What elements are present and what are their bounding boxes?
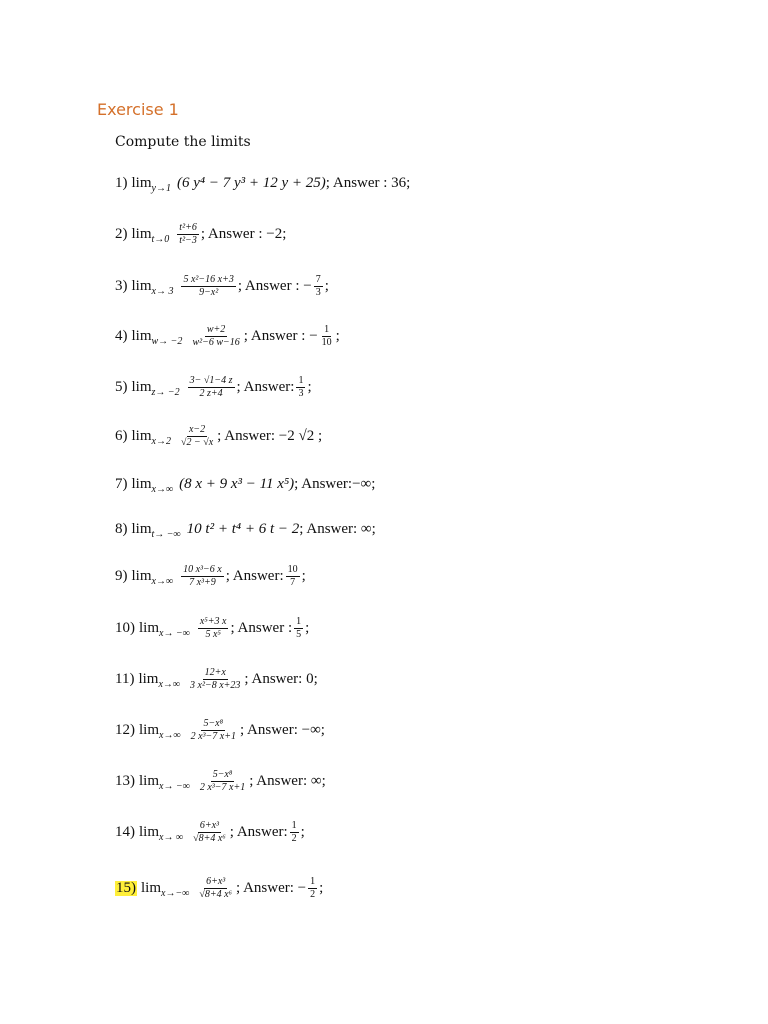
answer-fraction [314, 275, 323, 298]
limit-subscript: x→∞ [158, 678, 181, 690]
denominator: 2 x³−7 x+1 [199, 782, 246, 793]
lim-operator: lim [139, 773, 160, 789]
limit-subscript: x→−∞ [161, 887, 190, 899]
answer: ; Answer: −∞; [239, 722, 325, 738]
answer-numerator: 1 [291, 820, 297, 831]
answer-numerator: 10 [287, 564, 298, 575]
problem-12 [115, 719, 325, 742]
problem-number: 4) [115, 328, 128, 344]
lim-operator: lim [131, 226, 152, 242]
limit-subscript: x→∞ [151, 483, 174, 495]
denominator: w²−6 w−16 [192, 337, 240, 348]
numerator: 5 x²−16 x+3 [183, 274, 234, 285]
lim-operator: lim [139, 620, 160, 636]
lim-operator: lim [139, 722, 160, 738]
problem-number: 13) [115, 773, 135, 789]
answer-suffix: ; [324, 278, 329, 294]
answer-fraction [320, 325, 334, 348]
fraction [191, 821, 228, 844]
problem-number: 11) [115, 671, 135, 687]
answer-denominator: 3 [298, 388, 304, 399]
limit-subscript: x→2 [151, 435, 171, 447]
answer-prefix: ; Answer: − [236, 880, 307, 896]
answer-suffix: ; [305, 620, 310, 636]
denominator: 5 x⁵ [205, 629, 221, 640]
problem-7 [115, 476, 376, 495]
limit-subscript: x→ −∞ [159, 627, 190, 639]
lim-operator: lim [131, 476, 152, 492]
answer-denominator: 10 [321, 337, 332, 348]
numerator: 6+x³ [199, 820, 220, 831]
intro-text: Compute the limits [115, 134, 251, 150]
fraction [189, 719, 238, 742]
limit-subscript: y→1 [151, 182, 171, 194]
answer-numerator: 7 [315, 274, 321, 285]
fraction [177, 223, 199, 246]
lim-operator: lim [131, 568, 152, 584]
expression: (6 y⁴ − 7 y³ + 12 y + 25) [176, 175, 326, 191]
expression: (8 x + 9 x³ − 11 x⁵) [179, 476, 295, 492]
numerator: t²+6 [179, 222, 197, 233]
limit-subscript: x→∞ [151, 575, 174, 587]
fraction [198, 617, 229, 640]
answer: ; Answer: ∞; [299, 521, 376, 537]
answer-denominator: 3 [315, 287, 321, 298]
answer: ; Answer:−∞; [294, 476, 376, 492]
problem-number: 9) [115, 568, 128, 584]
numerator: 3− √1−4 z [189, 375, 233, 386]
problem-number: 10) [115, 620, 135, 636]
limit-subscript: x→∞ [159, 729, 181, 741]
problem-number: 1) [115, 175, 128, 191]
answer: ; Answer : 36; [325, 175, 411, 191]
answer-denominator: 5 [296, 629, 302, 640]
lim-operator: lim [139, 824, 160, 840]
lim-operator: lim [131, 428, 152, 444]
limit-subscript: x→ −∞ [159, 780, 190, 792]
fraction [181, 565, 224, 588]
lim-operator: lim [131, 278, 152, 294]
problem-13 [115, 770, 326, 793]
answer-prefix: ; Answer : − [243, 328, 318, 344]
problem-9 [115, 565, 306, 588]
answer-denominator: 2 [310, 889, 316, 900]
problem-10 [115, 617, 309, 640]
fraction [190, 325, 241, 348]
denominator: 7 x³+9 [189, 577, 216, 588]
denominator: 2 z+4 [199, 388, 223, 399]
problem-1 [115, 175, 411, 194]
problem-number: 8) [115, 521, 128, 537]
denominator: 9−x² [199, 287, 219, 298]
problem-4 [115, 325, 340, 348]
fraction [188, 376, 235, 399]
denominator: √2 − √x [180, 437, 214, 448]
problem-5 [115, 376, 312, 399]
expression: 10 t² + t⁴ + 6 t − 2 [186, 521, 300, 537]
fraction [188, 668, 242, 691]
problem-3 [115, 275, 329, 298]
answer-denominator: 7 [290, 577, 296, 588]
lim-operator: lim [131, 328, 152, 344]
denominator: t²−3 [179, 235, 197, 246]
answer-numerator: 1 [310, 876, 316, 887]
denominator: 3 x²−8 x+23 [190, 680, 241, 691]
answer-prefix: ; Answer : [230, 620, 293, 636]
answer-numerator: 1 [296, 616, 302, 627]
answer-prefix: ; Answer: [236, 379, 295, 395]
lim-operator: lim [131, 175, 152, 191]
problem-11 [115, 668, 318, 691]
answer-numerator: 1 [298, 375, 304, 386]
problem-number-highlighted: 15) [116, 880, 136, 896]
answer-fraction [286, 565, 300, 588]
limit-subscript: w→ −2 [151, 335, 183, 347]
limit-subscript: x→ ∞ [159, 831, 184, 843]
problem-number: 7) [115, 476, 128, 492]
problem-number: 2) [115, 226, 128, 242]
lim-operator: lim [131, 379, 152, 395]
answer-suffix: ; [301, 568, 306, 584]
lim-operator: lim [141, 880, 162, 896]
answer-fraction [294, 617, 303, 640]
answer-prefix: ; Answer: [225, 568, 284, 584]
answer-suffix: ; [300, 824, 305, 840]
problem-2 [115, 223, 286, 246]
denominator: √8+4 x⁶ [199, 889, 232, 900]
problem-8 [115, 521, 376, 540]
numerator: 5−x⁸ [212, 769, 233, 780]
fraction [179, 425, 215, 448]
answer-fraction [296, 376, 305, 399]
problem-15 [115, 877, 323, 900]
numerator: 12+x [204, 667, 226, 678]
numerator: 6+x³ [206, 876, 226, 887]
limit-subscript: x→ 3 [151, 285, 174, 297]
numerator: w+2 [206, 324, 226, 335]
limit-subscript: t→ −∞ [151, 528, 181, 540]
numerator: 10 x³−6 x [183, 564, 222, 575]
answer-denominator: 2 [291, 833, 297, 844]
limit-subscript: z→ −2 [151, 386, 180, 398]
denominator: √8+4 x⁶ [193, 833, 226, 844]
fraction [197, 877, 234, 900]
answer: ; Answer: 0; [244, 671, 318, 687]
problem-number: 3) [115, 278, 128, 294]
answer-suffix: ; [319, 880, 324, 896]
fraction [181, 275, 235, 298]
exercise-heading: Exercise 1 [97, 100, 179, 119]
answer-suffix: ; [335, 328, 340, 344]
numerator: x−2 [188, 424, 206, 435]
answer: ; Answer: ∞; [249, 773, 326, 789]
problem-number: 12) [115, 722, 135, 738]
fraction [198, 770, 247, 793]
answer-prefix: ; Answer: [229, 824, 288, 840]
answer-suffix: ; [307, 379, 312, 395]
answer: ; Answer : −2; [200, 226, 287, 242]
limit-subscript: t→0 [151, 233, 170, 245]
numerator: 5−x⁸ [203, 718, 224, 729]
lim-operator: lim [138, 671, 159, 687]
problem-number: 6) [115, 428, 128, 444]
problem-6 [115, 425, 322, 448]
answer-fraction [290, 821, 299, 844]
answer-prefix: ; Answer : − [237, 278, 312, 294]
denominator: 2 x³−7 x+1 [190, 731, 236, 742]
answer-fraction [308, 877, 317, 900]
answer-numerator: 1 [324, 324, 330, 335]
numerator: x⁵+3 x [199, 616, 227, 627]
answer: ; Answer: −2 √2 ; [217, 428, 323, 444]
problem-14 [115, 821, 305, 844]
problem-number: 5) [115, 379, 128, 395]
problem-number: 14) [115, 824, 135, 840]
lim-operator: lim [131, 521, 152, 537]
